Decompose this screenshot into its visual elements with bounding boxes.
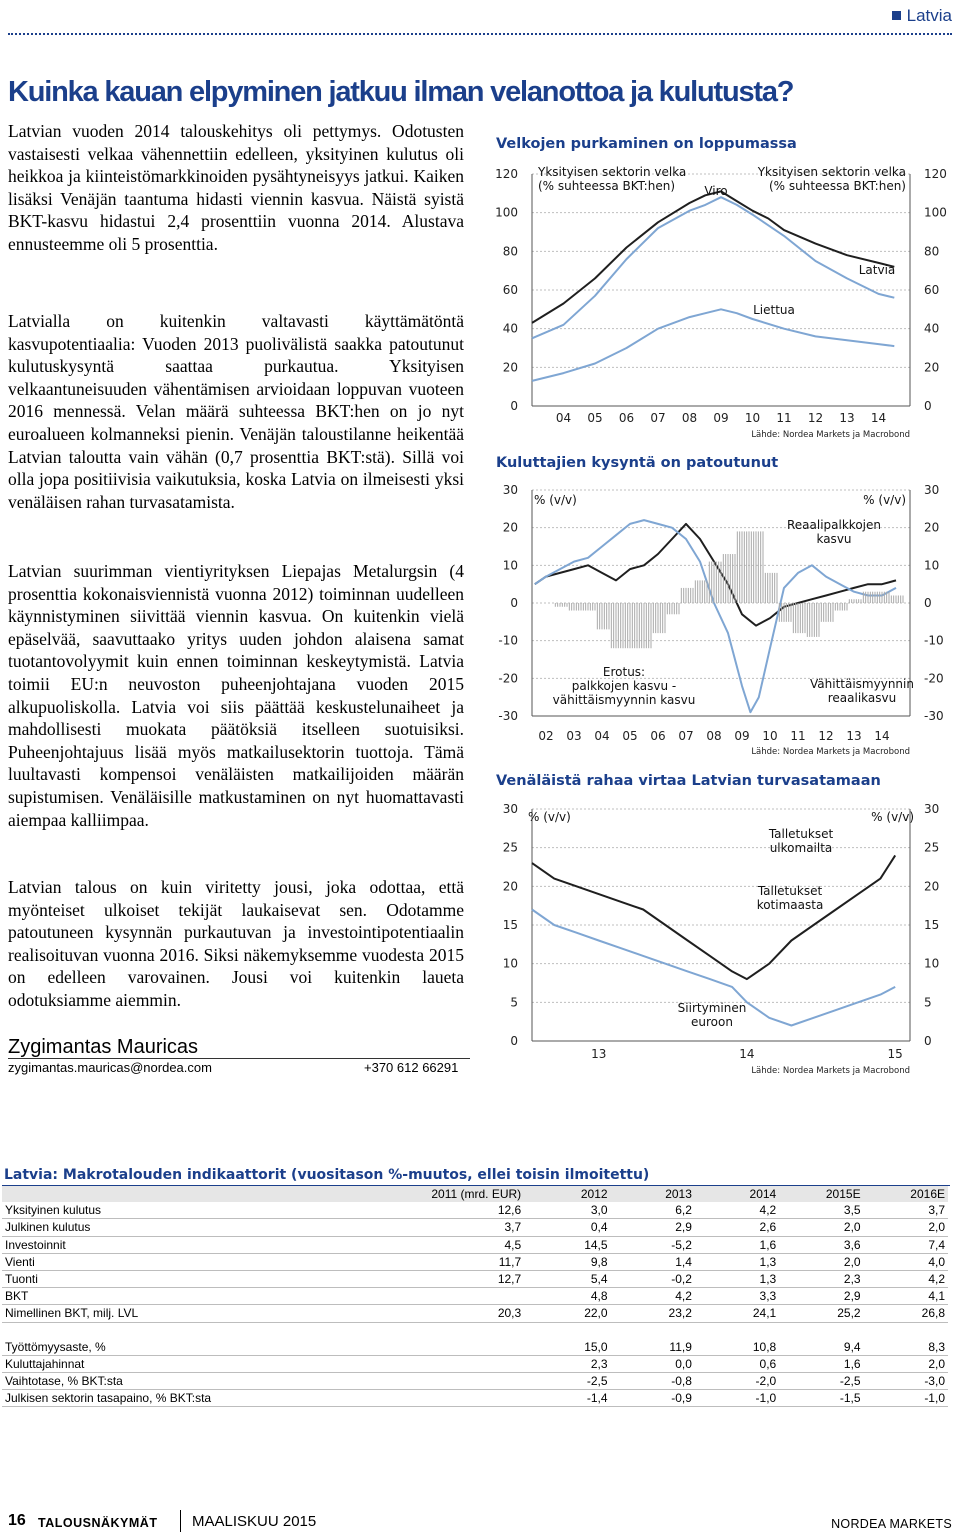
table-cell: 3,6 <box>779 1236 863 1253</box>
chart-1-title: Velkojen purkaminen on loppumassa <box>496 136 797 152</box>
table-cell: 9,8 <box>524 1253 610 1270</box>
y-tick-label-left: 20 <box>502 879 518 894</box>
article-headline: Kuinka kauan elpyminen jatkuu ilman velanottoa ja kulutusta? <box>8 76 794 108</box>
unit-label-left: % (v/v) <box>528 810 571 824</box>
table-cell: 3,7 <box>374 1219 525 1236</box>
series-label: reaalikasvu <box>827 691 897 705</box>
table-cell <box>374 1390 525 1407</box>
x-tick-label: 08 <box>706 729 722 743</box>
y-tick-label-right: 5 <box>924 995 932 1010</box>
x-tick-label: 05 <box>587 411 603 425</box>
table-row <box>2 1372 948 1389</box>
x-tick-label: 06 <box>618 411 635 425</box>
table-cell: 4,8 <box>524 1288 610 1305</box>
table-cell: 6,2 <box>611 1202 695 1219</box>
chart-debt-deleveraging <box>492 158 952 440</box>
y-tick-label-right: -20 <box>924 671 944 686</box>
square-bullet-icon <box>892 11 901 20</box>
table-cell: 20,3 <box>374 1305 525 1322</box>
table-cell: -3,0 <box>864 1372 948 1389</box>
series-label: palkkojen kasvu - <box>571 679 677 693</box>
table-cell: 1,3 <box>695 1270 779 1287</box>
y-tick-label-right: 60 <box>924 283 940 297</box>
y-tick-label-left: 120 <box>495 167 518 181</box>
x-tick-label: 10 <box>762 729 778 743</box>
paragraph-text: Latvialla on kuitenkin valtavasti käyttämätöntä kasvupotentiaalia: Vuoden 2013 puolivälistä saakka patoutunut kulutuskysyntä saattaa purkautua. Yksityisen velkaantuneisuuden vähentämisen arvioidaan loppuvan vuoteen 2016 mennessä. Velan määrä suhteessa BKT:hen on jo nyt euroalueen kolmanneksi pienin. Venäjän taloustilanne heikentää Latvian taloutta vain vähän (0,7 prosenttia BKT:stä). Sillä voi olla jopa positiivisia vaikutuksia, koska Latvia on ilmeisesti yksi venäläisen rahan turvasatamista. <box>8 311 464 512</box>
header-cell-empty <box>2 1186 374 1202</box>
table-cell: -0,9 <box>611 1390 695 1407</box>
y-tick-label-right: 40 <box>924 321 940 336</box>
y-tick-label-left: 10 <box>502 558 518 573</box>
series-label: vähittäismyynnin kasvu <box>552 693 696 707</box>
table-cell: -2,5 <box>779 1372 863 1389</box>
x-tick-label: 14 <box>739 1047 755 1061</box>
table-cell: 0,0 <box>611 1355 695 1372</box>
y-tick-label-right: 10 <box>924 956 940 971</box>
table-cell: -0,8 <box>611 1372 695 1389</box>
country-name: Latvia <box>906 6 952 25</box>
chart-source: Lähde: Nordea Markets ja Macrobond <box>751 430 910 440</box>
x-tick-label: 06 <box>650 729 666 743</box>
table-column-header: 2014 <box>749 1187 777 1202</box>
row-label: Tuonti <box>2 1270 374 1287</box>
country-tag <box>892 6 952 26</box>
y-tick-label-left: 0 <box>510 1034 518 1048</box>
macro-indicators-table <box>2 1186 948 1407</box>
series-label: Siirtyminen <box>677 1001 747 1015</box>
row-label: Julkinen kulutus <box>2 1219 374 1236</box>
x-tick-label: 07 <box>678 729 694 743</box>
table-row <box>2 1390 948 1407</box>
table-cell: -2,5 <box>524 1372 610 1389</box>
table-cell: 3,0 <box>524 1202 610 1219</box>
row-label: Yksityinen kulutus <box>2 1202 374 1219</box>
series-label: kasvu <box>816 532 852 546</box>
unit-label-left: % (v/v) <box>534 493 577 507</box>
table-spacer-row <box>2 1322 948 1339</box>
x-tick-label: 15 <box>887 1047 903 1061</box>
table-cell: 23,2 <box>611 1305 695 1322</box>
table-cell: 7,4 <box>864 1236 948 1253</box>
table-column-header: 2012 <box>580 1187 608 1202</box>
author-name: Zygimantas Mauricas <box>8 1036 199 1058</box>
x-tick-label: 07 <box>650 411 666 425</box>
table-cell <box>374 1372 525 1389</box>
y-tick-label-right: 25 <box>924 840 940 855</box>
x-tick-label: 13 <box>839 411 855 425</box>
unit-label-left: (% suhteessa BKT:hen) <box>538 179 676 193</box>
table-cell: 12,6 <box>374 1202 525 1219</box>
y-tick-label-left: 80 <box>502 244 518 259</box>
y-tick-label-right: -30 <box>924 709 944 723</box>
table-cell: 24,1 <box>695 1305 779 1322</box>
x-tick-label: 12 <box>818 729 834 743</box>
x-tick-label: 12 <box>807 411 824 425</box>
y-tick-label-right: 0 <box>924 399 932 413</box>
table-row <box>2 1270 948 1287</box>
unit-label-left: Yksityisen sektorin velka <box>538 165 687 179</box>
table-cell: 25,2 <box>779 1305 863 1322</box>
table-cell: 0,6 <box>695 1355 779 1372</box>
table-cell: 2,6 <box>695 1219 779 1236</box>
table-cell: 2,0 <box>779 1219 863 1236</box>
table-cell: 11,9 <box>611 1339 695 1356</box>
table-cell: -1,4 <box>524 1390 610 1407</box>
series-label: euroon <box>691 1015 733 1029</box>
table-cell: 4,2 <box>611 1288 695 1305</box>
unit-label-right: % (v/v) <box>863 493 906 507</box>
paragraph-text: Latvian suurimman vientiyrityksen Liepajas Metalurgsin (4 prosenttia kokonaisviennistä vuonna 2012) toiminnan uudelleen käynnistyminen siivittää viennin kasvua. On kuitenkin vielä epäselvää, saavuttaako yritys uuden johdon alaisena samat tuotantovolyymit kuin ennen toiminnan keskeytymistä. Latvia toimii EU:n neuvoston puheenjohtajana vuoden 2015 alkupuoliskolla. Latvia voi siis päättää keskustelunaiheet ja mahdollisesti muokata päätöksiä itselleen suotuisiksi. Puheenjohtajuus lisää myös matkailusektorin tuottoja. Tämä luultavasti kompensoi venäläisten matkailijoiden määrän supistumisen. Venäläisille matkustaminen on nyt huomattavasti aiempaa kalliimpaa. <box>8 561 464 830</box>
table-cell: 3,5 <box>779 1202 863 1219</box>
table-cell <box>374 1288 525 1305</box>
row-label: Vaihtotase, % BKT:sta <box>2 1372 374 1389</box>
y-tick-label-right: 0 <box>924 1034 932 1048</box>
y-tick-label-left: 15 <box>502 918 518 932</box>
table-title: Latvia: Makrotalouden indikaattorit (vuositason %-muutos, ellei toisin ilmoitettu) <box>4 1167 650 1183</box>
chart-consumer-demand <box>492 476 952 758</box>
series-label: Viro <box>704 184 728 198</box>
y-tick-label-right: 20 <box>924 879 940 894</box>
x-tick-label: 03 <box>566 729 582 743</box>
table-cell: 10,8 <box>695 1339 779 1356</box>
table-cell: -2,0 <box>695 1372 779 1389</box>
table-cell: 0,4 <box>524 1219 610 1236</box>
table-cell: 2,9 <box>611 1219 695 1236</box>
chart-source: Lähde: Nordea Markets ja Macrobond <box>751 1066 910 1076</box>
table-cell: 11,7 <box>374 1253 525 1270</box>
table-cell: 2,3 <box>779 1270 863 1287</box>
publication-name: TALOUSNÄKYMÄT <box>38 1516 158 1530</box>
x-tick-label: 05 <box>622 729 638 743</box>
table-cell: 4,0 <box>864 1253 948 1270</box>
table-cell: 2,0 <box>779 1253 863 1270</box>
body-paragraph-4 <box>8 876 464 1012</box>
y-tick-label-right: 30 <box>924 802 940 816</box>
table-cell: 8,3 <box>864 1339 948 1356</box>
table-cell <box>374 1339 525 1356</box>
y-tick-label-right: 30 <box>924 483 940 497</box>
table-cell: 9,4 <box>779 1339 863 1356</box>
series-label: Erotus: <box>602 665 646 679</box>
series-label: kotimaasta <box>756 898 824 912</box>
x-tick-label: 14 <box>870 411 887 425</box>
y-tick-label-right: 0 <box>924 596 932 610</box>
table-cell: -1,0 <box>695 1390 779 1407</box>
table-row <box>2 1355 948 1372</box>
row-label: Kuluttajahinnat <box>2 1355 374 1372</box>
table-cell: 4,2 <box>864 1270 948 1287</box>
table-row <box>2 1202 948 1219</box>
row-label: Vienti <box>2 1253 374 1270</box>
body-paragraph-2 <box>8 310 464 513</box>
x-tick-label: 04 <box>594 729 610 743</box>
table-cell: 22,0 <box>524 1305 610 1322</box>
table-cell: 4,1 <box>864 1288 948 1305</box>
page-number: 16 <box>8 1512 26 1529</box>
series-line <box>532 197 894 338</box>
y-tick-label-left: 25 <box>502 840 518 855</box>
series-label: Latvia <box>858 263 896 277</box>
y-tick-label-right: 100 <box>924 205 947 220</box>
body-paragraph-3 <box>8 560 464 831</box>
series-label: ulkomailta <box>769 841 833 855</box>
table-cell: 26,8 <box>864 1305 948 1322</box>
chart-source: Lähde: Nordea Markets ja Macrobond <box>751 747 910 757</box>
chart-russian-money <box>492 795 952 1079</box>
table-cell: 12,7 <box>374 1270 525 1287</box>
row-label: BKT <box>2 1288 374 1305</box>
table-column-header: 2016E <box>910 1187 945 1202</box>
table-cell: 2,9 <box>779 1288 863 1305</box>
table-cell: 2,3 <box>524 1355 610 1372</box>
y-tick-label-left: 40 <box>502 321 518 336</box>
table-cell: 1,6 <box>695 1236 779 1253</box>
table-cell: 3,3 <box>695 1288 779 1305</box>
table-cell: 4,2 <box>695 1202 779 1219</box>
body-paragraph-1 <box>8 120 464 256</box>
table-header-row <box>2 1186 948 1202</box>
y-tick-label-right: 20 <box>924 360 940 375</box>
table-cell: 1,4 <box>611 1253 695 1270</box>
row-label: Työttömyysaste, % <box>2 1339 374 1356</box>
row-label: Julkisen sektorin tasapaino, % BKT:sta <box>2 1390 374 1407</box>
x-tick-label: 11 <box>790 729 806 743</box>
y-tick-label-right: 120 <box>924 167 947 181</box>
y-tick-label-left: 30 <box>502 483 518 497</box>
table-cell: 15,0 <box>524 1339 610 1356</box>
table-cell: 1,6 <box>779 1355 863 1372</box>
spacer-cell <box>2 1322 948 1339</box>
y-tick-label-left: 5 <box>510 995 518 1010</box>
y-tick-label-left: 10 <box>502 956 518 971</box>
y-tick-label-right: -10 <box>924 633 944 648</box>
y-tick-label-left: 20 <box>502 520 518 535</box>
table-column-header: 2013 <box>665 1187 692 1202</box>
table-row <box>2 1339 948 1356</box>
y-tick-label-left: 60 <box>502 283 518 297</box>
x-tick-label: 14 <box>874 729 890 743</box>
chart-2-title: Kuluttajien kysyntä on patoutunut <box>496 455 779 471</box>
y-tick-label-left: 100 <box>495 205 518 220</box>
table-row <box>2 1288 948 1305</box>
y-tick-label-left: -20 <box>498 671 518 686</box>
table-cell: 3,7 <box>864 1202 948 1219</box>
table-cell: -0,2 <box>611 1270 695 1287</box>
series-line <box>532 855 895 979</box>
series-line <box>532 309 894 381</box>
y-tick-label-right: 10 <box>924 558 940 573</box>
x-tick-label: 09 <box>713 411 729 425</box>
table-column-header: 2015E <box>825 1187 861 1202</box>
y-tick-label-left: -10 <box>498 633 518 648</box>
table-row <box>2 1253 948 1270</box>
y-tick-label-left: 20 <box>502 360 518 375</box>
series-label: Talletukset <box>768 827 834 841</box>
publication-month: MAALISKUU 2015 <box>192 1513 317 1530</box>
y-tick-label-left: 0 <box>510 596 518 610</box>
author-rule <box>8 1058 470 1059</box>
series-label: Liettua <box>753 303 795 317</box>
series-label: Talletukset <box>757 884 823 898</box>
table-cell: 2,0 <box>864 1219 948 1236</box>
footer-separator <box>180 1510 181 1532</box>
x-tick-label: 09 <box>734 729 750 743</box>
table-column-header: 2011 (mrd. EUR) <box>431 1187 522 1202</box>
unit-label-right: % (v/v) <box>871 810 914 824</box>
table-cell: -1,5 <box>779 1390 863 1407</box>
table-row <box>2 1305 948 1322</box>
footer-brand: NORDEA MARKETS <box>831 1517 952 1531</box>
unit-label-right: Yksityisen sektorin velka <box>757 165 906 179</box>
table-cell: 5,4 <box>524 1270 610 1287</box>
table-cell <box>374 1355 525 1372</box>
y-tick-label-left: -30 <box>498 709 518 723</box>
table-cell: 4,5 <box>374 1236 525 1253</box>
table-row <box>2 1236 948 1253</box>
y-tick-label-right: 80 <box>924 244 940 259</box>
table-cell: 14,5 <box>524 1236 610 1253</box>
y-tick-label-left: 0 <box>510 399 518 413</box>
header-dotted-rule <box>8 33 952 35</box>
table-cell: -5,2 <box>611 1236 695 1253</box>
unit-label-right: (% suhteessa BKT:hen) <box>768 179 906 193</box>
author-email[interactable]: zygimantas.mauricas@nordea.com <box>8 1060 212 1075</box>
row-label: Investoinnit <box>2 1236 374 1253</box>
chart-3-title: Venäläistä rahaa virtaa Latvian turvasatamaan <box>496 773 881 789</box>
series-label: Reaalipalkkojen <box>787 518 881 532</box>
y-tick-label-right: 20 <box>924 520 940 535</box>
y-tick-label-left: 30 <box>502 802 518 816</box>
x-tick-label: 10 <box>744 411 761 425</box>
paragraph-text: Latvian vuoden 2014 talouskehitys oli pettymys. Odotusten vastaisesti velkaa vähennettiin edelleen, yksityinen kulutus oli heikkoa ja kiinteistömarkkinoiden pysähtyneisyys jatkui. Kaiken lisäksi Venäjän taantuma hidasti viennin kasvua. Näistä syistä BKT-kasvu hidastui 2,4 prosenttiin vuonna 2014. Alustava ennusteemme oli 5 prosenttia. <box>8 121 464 254</box>
x-tick-label: 11 <box>776 411 792 425</box>
paragraph-text: Latvian talous on kuin viritetty jousi, joka odottaa, että myönteiset ulkoiset tekijät laukaisevat sen. Odotamme patoutuneen kysynnän purkautuvan ja investointipotentiaalin realisoituvan vuonna 2016. Siksi näkemyksemme vuodesta 2015 on edelleen varovainen. Jousi voi kuitenkin laueta odotuksiamme aiemmin. <box>8 877 464 1010</box>
series-label: Vähittäismyynnin <box>810 677 914 691</box>
x-tick-label: 13 <box>591 1047 607 1061</box>
table-cell: -1,0 <box>864 1390 948 1407</box>
table-row <box>2 1219 948 1236</box>
x-tick-label: 08 <box>681 411 698 425</box>
row-label: Nimellinen BKT, milj. LVL <box>2 1305 374 1322</box>
x-tick-label: 13 <box>846 729 862 743</box>
y-tick-label-right: 15 <box>924 918 940 932</box>
x-tick-label: 02 <box>538 729 554 743</box>
table-cell: 2,0 <box>864 1355 948 1372</box>
author-phone: +370 612 66291 <box>364 1060 459 1075</box>
table-cell: 1,3 <box>695 1253 779 1270</box>
x-tick-label: 04 <box>555 411 572 425</box>
